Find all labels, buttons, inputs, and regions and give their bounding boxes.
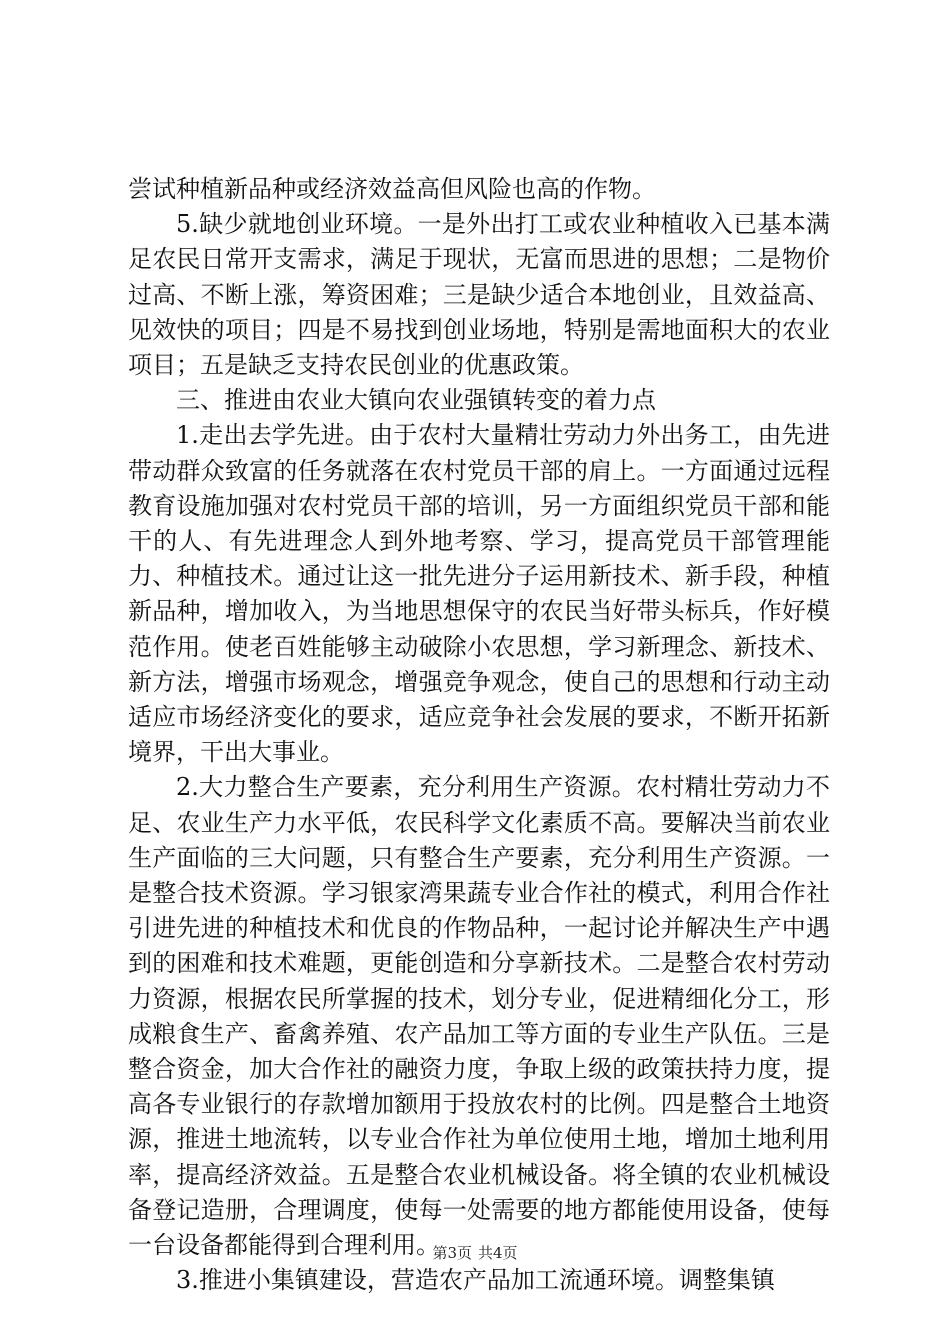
paragraph-5: 3.推进小集镇建设，营造农产品加工流通环境。调整集镇 [176, 1266, 775, 1295]
paragraph-1: 尝试种植新品种或经济效益高但风险也高的作物。 [128, 175, 656, 203]
document-body [128, 172, 830, 1299]
section-heading: 三、推进由农业大镇向农业强镇转变的着力点 [176, 386, 656, 415]
page-footer [0, 1243, 950, 1263]
paragraph-3: 1.走出去学先进。由于农村大量精壮劳动力外出务工，由先进带动群众致富的任务就落在农村党员干部的肩上。一方面通过远程教育设施加强对农村党员干部的培训，另一方面组织党员干部和能干的人、有先进理念人到外地考察、学习，提高党员干部管理能力、种植技术。通过让这一批先进分子运用新技术、新手段，种植新品种，增加收入，为当地思想保守的农民当好带头标兵，作好模范作用。使老百姓能够主动破除小农思想，学习新理念、新技术、新方法，增强市场观念，增强竞争观念，使自己的思想和行动主动适应市场经济变化的要求，适应竞争社会发展的要求，不断开拓新境界，干出大事业。 [128, 421, 830, 767]
paragraph-2: 5.缺少就地创业环境。一是外出打工或农业种植收入已基本满足农民日常开支需求，满足于现状，无富而思进的思想；二是物价过高、不断上涨，筹资困难；三是缺少适合本地创业，且效益高、见效快的项目；四是不易找到创业场地，特别是需地面积大的农业项目；五是缺乏支持农民创业的优惠政策。 [128, 210, 830, 380]
paragraph-4: 2.大力整合生产要素，充分利用生产资源。农村精壮劳动力不足、农业生产力水平低，农民科学文化素质不高。要解决当前农业生产面临的三大问题，只有整合生产要素，充分利用生产资源。一是整合技术资源。学习银家湾果蔬专业合作社的模式，利用合作社引进先进的种植技术和优良的作物品种，一起讨论并解决生产中遇到的困难和技术难题，更能创造和分享新技术。二是整合农村劳动力资源，根据农民所掌握的技术，划分专业，促进精细化分工，形成粮食生产、畜禽养殖、农产品加工等方面的专业生产队伍。三是整合资金，加大合作社的融资力度，争取上级的政策扶持力度，提高各专业银行的存款增加额用于投放农村的比例。四是整合土地资源，推进土地流转，以专业合作社为单位使用土地，增加土地利用率，提高经济效益。五是整合农业机械设备。将全镇的农业机械设备登记造册，合理调度，使每一处需要的地方都能使用设备，使每一台设备都能得到合理利用。 [128, 773, 830, 1260]
page-total: 共4页 [478, 1244, 518, 1262]
page-number: 第3页 [432, 1244, 472, 1262]
